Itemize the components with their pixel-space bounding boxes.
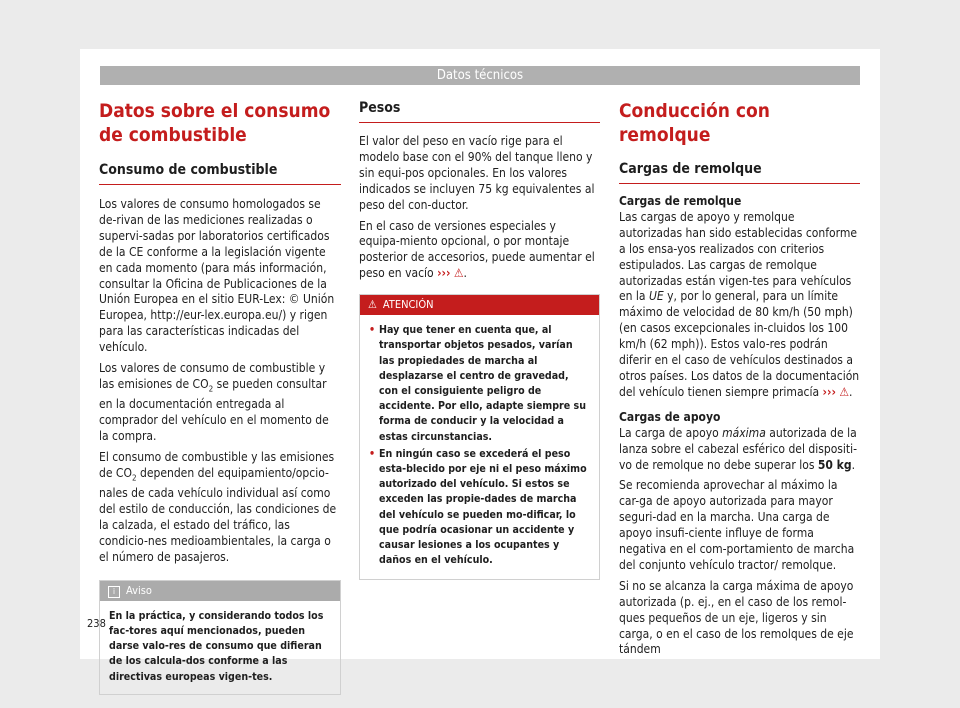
subsection-title-towing: Cargas de remolque bbox=[619, 160, 860, 184]
subsection-title-weights: Pesos bbox=[359, 99, 600, 123]
section-title-towing: Conducción con remolque bbox=[619, 100, 770, 146]
paragraph: En el caso de versiones especiales y equipa-miento opcional, o por montaje posterior de accesorios, puede aumentar el peso en vacío ››› ⚠. bbox=[359, 218, 595, 281]
paragraph: El consumo de combustible y las emisiones de $CO_2$ dependen del equipamiento/opcio-nales de cada vehículo individual así como del estilo de conducción, las condiciones de la calzada, el estado del tráfico, las condicio-nes medioambientales, la carga o el número de pasajeros. bbox=[99, 449, 337, 564]
warning-triangle-icon: ⚠ bbox=[368, 298, 377, 312]
warning-box bbox=[359, 294, 600, 580]
bullet-icon: • bbox=[369, 447, 376, 460]
section-title-consumption: Datos sobre el consumo de combustible bbox=[99, 100, 331, 146]
column-fuel-consumption bbox=[99, 99, 341, 695]
list-item: • En ningún caso se excederá el peso esta-blecido por eje ni el peso máximo autorizado del vehículo. Si estos se exceden las propie-dades de marcha del vehículo se pueden mo-dificar, lo que podría ocasionar un accidente y causar lesiones a los ocupantes y daños en el vehículo. bbox=[369, 447, 587, 567]
bullet-icon: • bbox=[369, 324, 376, 337]
warning-triangle-icon: ⚠ bbox=[453, 266, 464, 281]
notice-header: i Aviso bbox=[100, 581, 340, 601]
warning-header: ⚠ ATENCIÓN bbox=[360, 295, 599, 315]
warning-triangle-icon: ⚠ bbox=[839, 384, 850, 399]
list-item: • Hay que tener en cuenta que, al transportar objetos pesados, varían las propiedades de marcha al desplazarse el centro de gravedad, con el consiguiente peligro de accidente. Por ello, adapte siempre su forma de conducir y la velocidad a estas circunstancias. bbox=[369, 324, 587, 443]
column-towing bbox=[619, 99, 860, 663]
paragraph: Los valores de consumo homologados se de-rivan de las mediciones realizadas o supervi-sadas por laboratorios certificados de la CE conforme a la legislación vigente en cada momento (para más información, consultar la Oficina de Publicaciones de la Unión Europea en el sitio EUR-Lex: © Unión Europea, http://eur-lex.europa.eu/) y rigen para las características indicadas del vehículo. bbox=[99, 197, 335, 355]
paragraph: Las cargas de apoyo y remolque autorizadas han sido establecidas conforme a los ensa-yos realizados con criterios estipulados. Las cargas de remolque autorizadas están vigen-tes para vehículos en la UE y, por lo general, para un límite máximo de velocidad de 80 km/h (50 mph) (en casos excepcionales in-cluidos los 100 km/h (62 mph)). Estos valo-res podrán diferir en el caso de vehículos destinados a otros países. Los datos de la documentación del vehículo tienen siempre primacía ››› ⚠. bbox=[619, 209, 860, 399]
notice-text: En la práctica, y considerando todos los fac-tores aquí mencionados, pueden darse valo-res de consumo que difieran de los calcula-dos conforme a las directivas europeas vigen-tes. bbox=[109, 609, 324, 683]
subsection-title-consumption: Consumo de combustible bbox=[99, 161, 341, 185]
warning-text bbox=[360, 315, 599, 579]
reference-arrow-icon[interactable]: ››› bbox=[822, 384, 836, 399]
page-number: 238 bbox=[87, 617, 106, 630]
paragraph: Se recomienda aprovechar al máximo la car-ga de apoyo autorizada para mayor seguri-dad en la marcha. Una carga de apoyo insufi-ciente influye de forma negativa en el com-portamiento de marcha del conjunto vehículo tractor/ remolque. bbox=[619, 478, 855, 572]
column-weights bbox=[359, 99, 600, 580]
paragraph: Si no se alcanza la carga máxima de apoyo autorizada (p. ej., en el caso de los remol-ques pequeños de un eje, ligeros y sin carga, o en el caso de los remolques de eje tándem bbox=[619, 578, 854, 657]
paragraph-heading: Cargas de remolque bbox=[619, 194, 742, 208]
paragraph: La carga de apoyo máxima autorizada de la lanza sobre el cabezal esférico del dispositi-vo de remolque no debe superar los 50 kg. bbox=[619, 425, 858, 472]
info-icon: i bbox=[108, 586, 120, 598]
reference-arrow-icon[interactable]: ››› bbox=[437, 266, 451, 281]
notice-box bbox=[99, 580, 341, 695]
paragraph-heading: Cargas de apoyo bbox=[619, 409, 721, 424]
chapter-header: Datos técnicos bbox=[100, 66, 860, 85]
paragraph: El valor del peso en vacío rige para el modelo base con el 90% del tanque lleno y sin equi-pos opcionales. En los valores indicados se incluyen 75 kg equivalentes al peso del con-ductor. bbox=[359, 134, 595, 212]
paragraph: Los valores de consumo de combustible y las emisiones de $CO_2$ se pueden consultar en la documentación entregada al comprador del vehículo en el momento de la compra. bbox=[99, 361, 329, 444]
